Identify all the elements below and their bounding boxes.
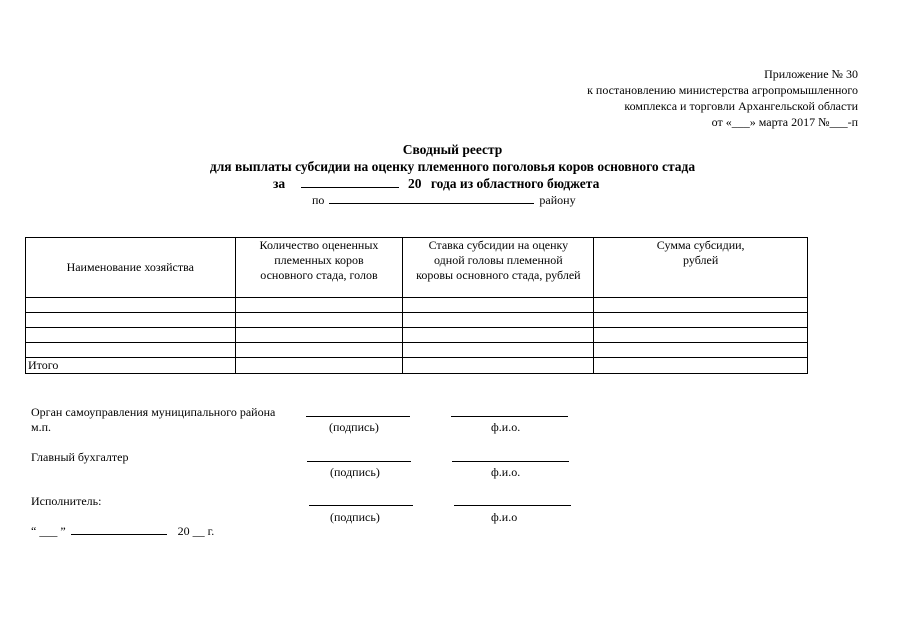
table-row bbox=[26, 313, 808, 328]
header-subsidy-sum: Сумма субсидии, рублей bbox=[594, 238, 808, 298]
executor-fio-line[interactable] bbox=[454, 505, 571, 506]
table-row bbox=[26, 298, 808, 313]
executor-fio-caption: ф.и.о bbox=[491, 510, 518, 524]
date-line bbox=[31, 524, 214, 539]
total-label: Итого bbox=[26, 358, 236, 374]
document-title: Сводный реестр bbox=[402, 142, 503, 157]
period-suffix: года из областного бюджета bbox=[430, 176, 600, 191]
appendix-reference-line2: комплекса и торговли Архангельской области bbox=[624, 99, 858, 113]
seal-label: м.п. bbox=[31, 420, 52, 434]
table-row bbox=[26, 343, 808, 358]
accountant-label: Главный бухгалтер bbox=[31, 450, 129, 464]
date-quote-close: ” bbox=[60, 524, 66, 538]
date-day-blank[interactable]: ___ bbox=[39, 524, 58, 538]
period-line bbox=[273, 176, 599, 192]
period-prefix: за bbox=[273, 176, 286, 191]
executor-label: Исполнитель: bbox=[31, 494, 102, 508]
date-month-blank[interactable] bbox=[71, 533, 167, 535]
accountant-signature-caption: (подпись) bbox=[330, 465, 380, 479]
accountant-fio-line[interactable] bbox=[452, 461, 569, 462]
period-blank bbox=[301, 186, 399, 188]
district-suffix: району bbox=[539, 193, 576, 207]
executor-signature-line[interactable] bbox=[309, 505, 413, 506]
accountant-fio-caption: ф.и.о. bbox=[491, 465, 521, 479]
document-subtitle: для выплаты субсидии на оценку племенного поголовья коров основного стада bbox=[209, 159, 696, 174]
appendix-date-line: от «___» марта 2017 №___-п bbox=[711, 115, 858, 129]
org-label: Орган самоуправления муниципального района bbox=[31, 405, 276, 419]
org-fio-caption: ф.и.о. bbox=[491, 420, 521, 434]
appendix-number: Приложение № 30 bbox=[764, 67, 858, 81]
registry-table bbox=[25, 237, 808, 374]
org-signature-line[interactable] bbox=[306, 416, 410, 417]
header-farm-name: Наименование хозяйства bbox=[26, 238, 236, 298]
district-line bbox=[312, 193, 576, 208]
table-row bbox=[26, 328, 808, 343]
date-year: 20 __ г. bbox=[177, 524, 215, 538]
district-prefix: по bbox=[312, 193, 325, 207]
org-signature-caption: (подпись) bbox=[329, 420, 379, 434]
org-fio-line[interactable] bbox=[451, 416, 568, 417]
district-blank bbox=[329, 202, 534, 204]
header-subsidy-rate: Ставка субсидии на оценку одной головы племенной коровы основного стада, рублей bbox=[403, 238, 594, 298]
table-total-row bbox=[26, 358, 808, 374]
appendix-header bbox=[587, 66, 858, 130]
date-quote-open: “ bbox=[31, 524, 37, 538]
table-header-row bbox=[26, 238, 808, 298]
executor-signature-caption: (подпись) bbox=[330, 510, 380, 524]
accountant-signature-line[interactable] bbox=[307, 461, 411, 462]
appendix-reference-line1: к постановлению министерства агропромышленного bbox=[587, 83, 858, 97]
header-cow-count: Количество оцененных племенных коров основного стада, голов bbox=[235, 238, 403, 298]
period-year: 20 bbox=[407, 176, 422, 191]
